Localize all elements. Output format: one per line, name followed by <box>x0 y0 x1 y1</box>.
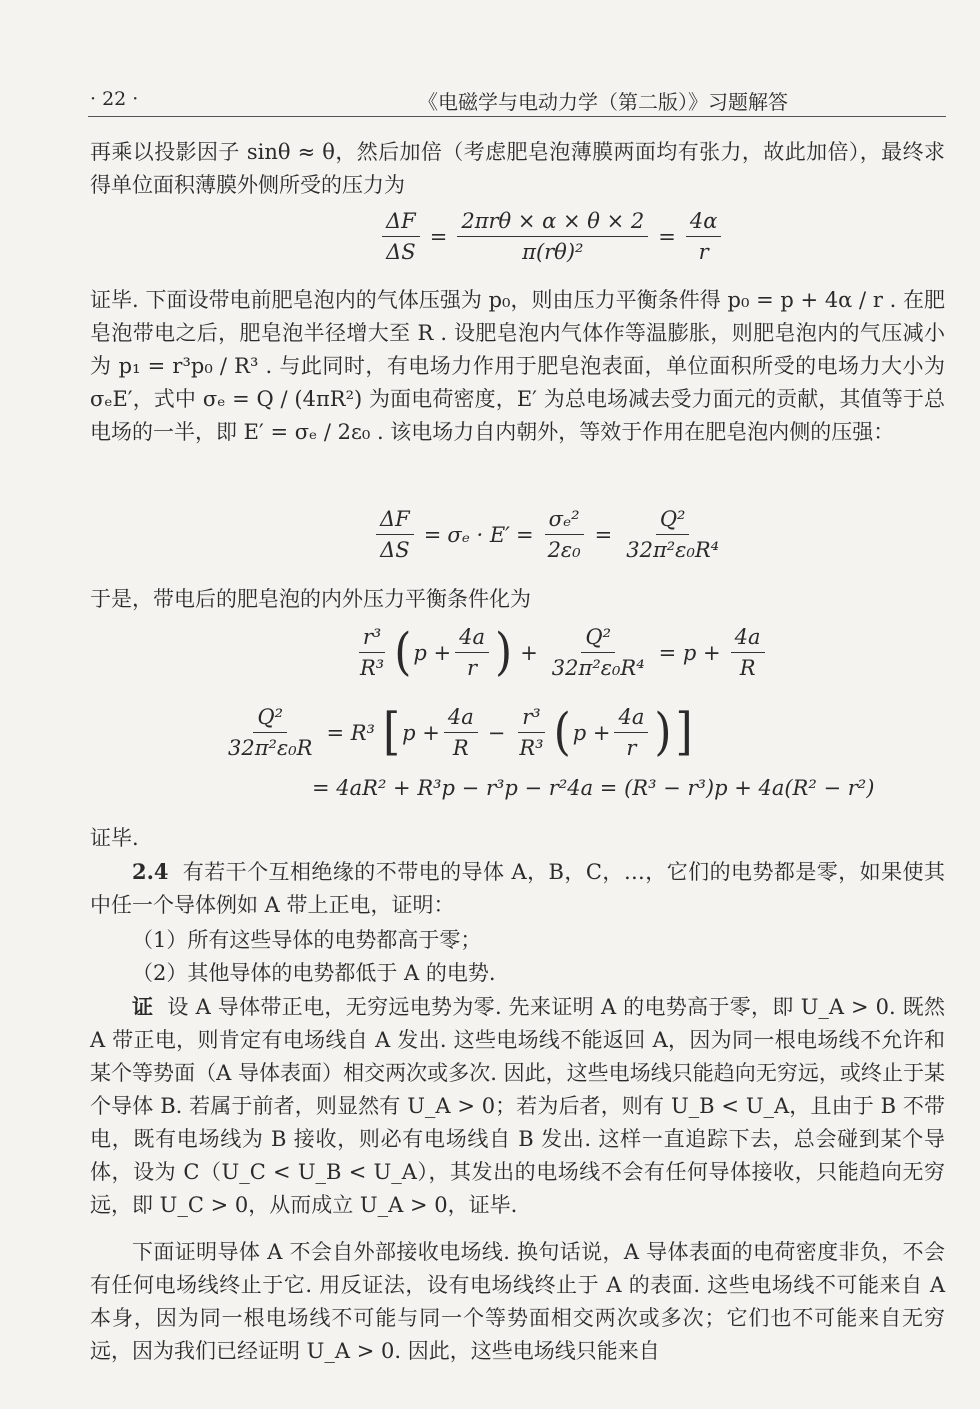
equation-4: $\frac{\text{Q²}}{\text{32π²ε₀R}}$ = R³ [ p + $\frac{4a}{R}$ − $\frac{\text{r³}}{\text{R³}}$ ( p + $\frac{4a}{r}$ ) ] <box>228 702 693 762</box>
paragraph-9: 下面证明导体 A 不会自外部接收电场线. 换句话说，A 导体表面的电荷密度非负，不会有任何电场线终止于它. 用反证法，设有电场线终止于 A 的表面. 这些电场线不可能来自 A 本身，因为同一根电场线不可能与同一个等势面相交两次或多次；它们也不可能来自无穷远，因为我们已经证明 U_A > 0. 因此，这些电场线只能来自 <box>90 1240 945 1363</box>
eq1-rhs: $\frac{4\alpha}{r}$ <box>686 208 722 265</box>
eq2-lhs: $\frac{\Delta F}{\Delta S}$ <box>376 506 414 563</box>
page-header <box>88 86 946 117</box>
equation-5: = 4aR² + R³p − r³p − r²4a = (R³ − r³)p + 4a(R² − r²) <box>312 776 875 800</box>
paragraph-1: 再乘以投影因子 sinθ ≈ θ，然后加倍（考虑肥皂泡薄膜两面均有张力，故此加倍），最终求得单位面积薄膜外侧所受的压力为 <box>90 140 945 197</box>
eq2-f3: $\frac{\text{Q²}}{\text{32π²ε₀R⁴}}$ <box>626 507 720 562</box>
equation-1: $\frac{\Delta F}{\Delta S}$ = $\frac{\text{2πrθ × α × θ × 2}}{\text{π(rθ)²}}$ = $\frac{4\alpha}{r}$ <box>378 208 725 265</box>
paragraph-3: 于是，带电后的肥皂泡的内外压力平衡条件化为 <box>90 587 531 611</box>
equation-2: $\frac{\Delta F}{\Delta S}$ = σₑ · E′ = $\frac{\text{σₑ²}}{\text{2ε₀}}$ = $\frac{\text{Q²}}{\text{32π²ε₀R⁴}}$ <box>372 506 727 563</box>
paragraph-item-1: （1）所有这些导体的电势都高于零； <box>132 928 482 952</box>
paragraph-2: 证毕. 下面设带电前肥皂泡内的气体压强为 p₀，则由压力平衡条件得 p₀ = p + 4α / r . 在肥皂泡带电之后，肥皂泡半径增大至 R . 设肥皂泡内气体作等温膨胀，则肥皂泡内的气压减小为 p₁ = r³p₀ / R³ . 与此同时，有电场力作用于肥皂泡表面，单位面积所受的电场力大小为 σₑE′，式中 σₑ = Q / (4πR²) 为面电荷密度，E′ 为总电场减去受力面元的贡献，其值等于总电场的一半，即 E′ = σₑ / 2ε₀ . 该电场力自内朝外，等效于作用在肥皂泡内侧的压强： <box>90 288 945 444</box>
eq2-mid: σₑ · E′ <box>447 522 510 547</box>
eq1-mid: $\frac{\text{2πrθ × α × θ × 2}}{\text{π(rθ)²}}$ <box>457 208 648 265</box>
eq2-f2: $\frac{\text{σₑ²}}{\text{2ε₀}}$ <box>544 506 585 563</box>
paragraph-item-2: （2）其他导体的电势都低于 A 的电势. <box>132 961 496 985</box>
page-number: · 22 · <box>90 88 139 110</box>
paragraph-4: 证毕. <box>90 826 139 850</box>
equation-3: $\frac{\text{r³}}{\text{R³}}$ ( p + $\frac{4a}{r}$ ) + $\frac{\text{Q²}}{\text{32π²ε₀R⁴}}$ = p + $\frac{4a}{R}$ <box>352 624 769 681</box>
book-title: 《电磁学与电动力学（第二版）》习题解答 <box>418 90 788 114</box>
eq1-lhs: $\frac{\Delta F}{\Delta S}$ <box>382 208 420 265</box>
proof-label: 证 <box>132 994 154 1019</box>
problem-number: 2.4 <box>132 859 169 884</box>
paragraph-proof: 证 设 A 导体带正电，无穷远电势为零. 先来证明 A 的电势高于零，即 U_A > 0. 既然 A 带正电，则肯定有电场线自 A 发出. 这些电场线不能返回 A，因为同一根电场线不允许和某个等势面（A 导体表面）相交两次或多次. 因此，这些电场线只能趋向无穷远，或终止于某个导体 B. 若属于前者，则显然有 U_A > 0；若为后者，则有 U_B < U_A，且由于 B 不带电，既有电场线为 B 接收，则必有电场线自 B 发出. 这样一直追踪下去，总会碰到某个导体，设为 C（U_C < U_B < U_A），其发出的电场线不会有任何导体接收，只能趋向无穷远，即 U_C > 0，从而成立 U_A > 0，证毕. <box>90 994 946 1217</box>
paragraph-problem-2-4: 2.4 有若干个互相绝缘的不带电的导体 A，B，C，…，它们的电势都是零，如果使其中任一个导体例如 A 带上正电，证明： <box>90 859 945 917</box>
